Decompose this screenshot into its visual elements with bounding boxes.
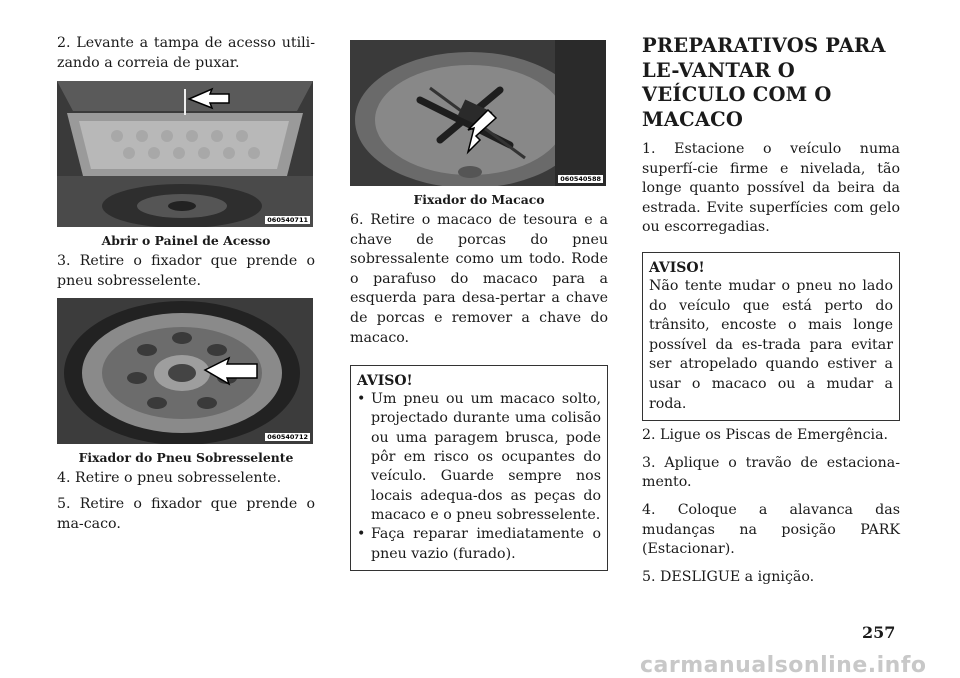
watermark: carmanualsonline.info (640, 653, 927, 678)
step-5-text: 5. DESLIGUE a ignição. (642, 568, 815, 585)
warning-title: AVISO! (357, 373, 413, 390)
figure-caption: Fixador do Macaco (413, 192, 545, 207)
access-panel-illustration (57, 81, 313, 227)
step-3-text: 3. Aplique o travão de estaciona-mento. (642, 454, 900, 491)
step-2-text: 2. Ligue os Piscas de Emergência. (642, 427, 889, 444)
bullet-icon: • (357, 526, 366, 543)
warning-title: AVISO! (649, 259, 705, 276)
figure-code: 060540712 (267, 433, 308, 442)
warning-bullet (357, 525, 601, 564)
jack-illustration (350, 40, 606, 186)
figure-caption: Fixador do Pneu Sobresselente (78, 450, 294, 466)
figure-access-panel (57, 81, 313, 227)
step-6-text: 6. Retire o macaco de tesoura e a chave de porcas do pneu sobressalente como um todo. Rode o parafuso do macaco para a esquerda para desa-pertar a chave de porcas e remover a chave do macaco. (350, 212, 608, 346)
figure-caption: Abrir o Painel de Acesso (101, 233, 271, 249)
warning-bullet-text: Faça reparar imediatamente o pneu vazio (furado). (371, 526, 601, 562)
step-1-text: 1. Estacione o veículo numa superfí-cie firme e nivelada, tão longe quanto possível da beira da estrada. Evite superfícies com gelo ou escorregadias. (642, 141, 900, 236)
section-heading: PREPARATIVOS PARA LE-VANTAR O VEÍCULO COM O MACACO (642, 34, 886, 131)
warning-box (642, 252, 900, 421)
step-5-text: 5. Retire o fixador que prende o ma-caco. (57, 495, 315, 532)
figure-code: 060540711 (267, 216, 308, 225)
column-left (57, 34, 315, 534)
step-2-text: 2. Levante a tampa de acesso utili-zando a correia de puxar. (57, 35, 315, 71)
warning-box (350, 365, 608, 571)
column-right (642, 34, 900, 587)
bullet-icon: • (357, 391, 366, 408)
step-4-text: 4. Retire o pneu sobresselente. (57, 470, 282, 487)
figure-code: 060540588 (560, 175, 601, 183)
figure-jack-fastener (350, 40, 606, 186)
page-number: 257 (862, 623, 896, 642)
warning-bullet-text: Um pneu ou um macaco solto, projectado durante uma colisão ou uma paragem brusca, pode pôr em risco os ocupantes do veículo. Guarde sempre nos locais adequa-dos as peças do macaco e o pneu sobresselente. (371, 391, 601, 523)
warning-text: Não tente mudar o pneu no lado do veículo que está perto do trânsito, encoste o mais longe possível da es-trada para evitar ser atropelado quando estiver a usar o macaco ou a mudar a roda. (649, 277, 893, 412)
step-3-text: 3. Retire o fixador que prende o pneu sobresselente. (57, 253, 315, 289)
spare-tire-illustration (57, 298, 313, 444)
figure-spare-tire-fastener (57, 298, 313, 444)
step-4-text: 4. Coloque a alavanca das mudanças na posição PARK (Estacionar). (642, 501, 900, 558)
warning-bullet (357, 390, 601, 525)
column-middle (350, 34, 608, 571)
